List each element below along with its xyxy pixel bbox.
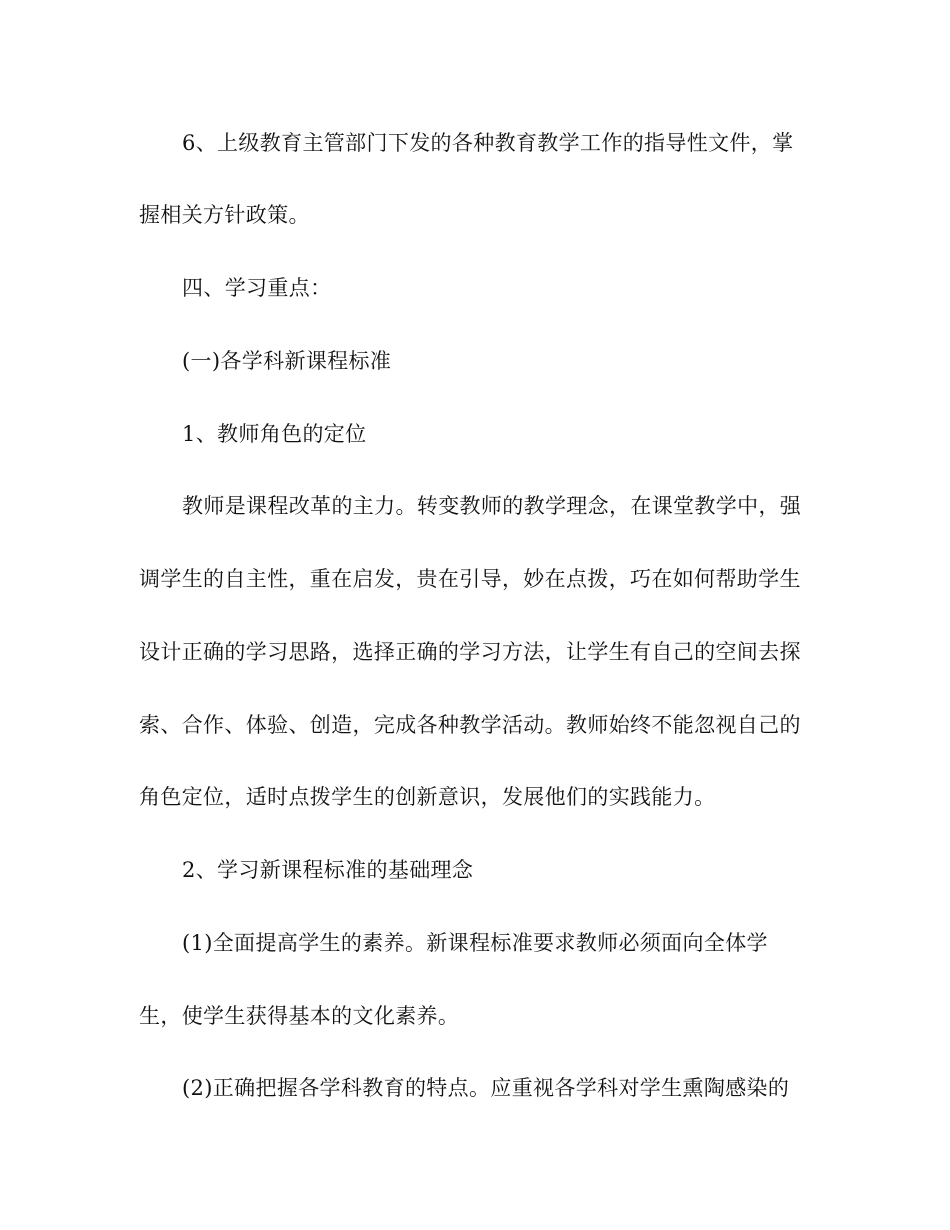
item-heading: 2、学习新课程标准的基础理念 <box>182 858 474 882</box>
paragraph-line: 生，使学生获得基本的文化素养。 <box>139 1004 460 1028</box>
paragraph-line: 握相关方针政策。 <box>139 203 310 227</box>
item-heading: 1、教师角色的定位 <box>182 422 367 446</box>
section-heading: 四、学习重点： <box>182 276 332 300</box>
paragraph-line: 调学生的自主性，重在启发，贵在引导，妙在点拨，巧在如何帮助学生 <box>139 567 801 591</box>
paragraph-line: 6、上级教育主管部门下发的各种教育教学工作的指导性文件，掌 <box>182 131 794 155</box>
paragraph-line: 索、合作、体验、创造，完成各种教学活动。教师始终不能忽视自己的 <box>139 713 801 737</box>
paragraph-line: (2)正确把握各学科教育的特点。应重视各学科对学生熏陶感染的 <box>182 1076 790 1100</box>
paragraph-line: (1)全面提高学生的素养。新课程标准要求教师必须面向全体学 <box>182 931 768 955</box>
paragraph-line: 设计正确的学习思路，选择正确的学习方法，让学生有自己的空间去探 <box>139 640 801 664</box>
subsection-heading: (一)各学科新课程标准 <box>182 349 392 373</box>
paragraph-line: 教师是课程改革的主力。转变教师的教学理念，在课堂教学中，强 <box>182 494 802 518</box>
paragraph-line: 角色定位，适时点拨学生的创新意识，发展他们的实践能力。 <box>139 785 716 809</box>
